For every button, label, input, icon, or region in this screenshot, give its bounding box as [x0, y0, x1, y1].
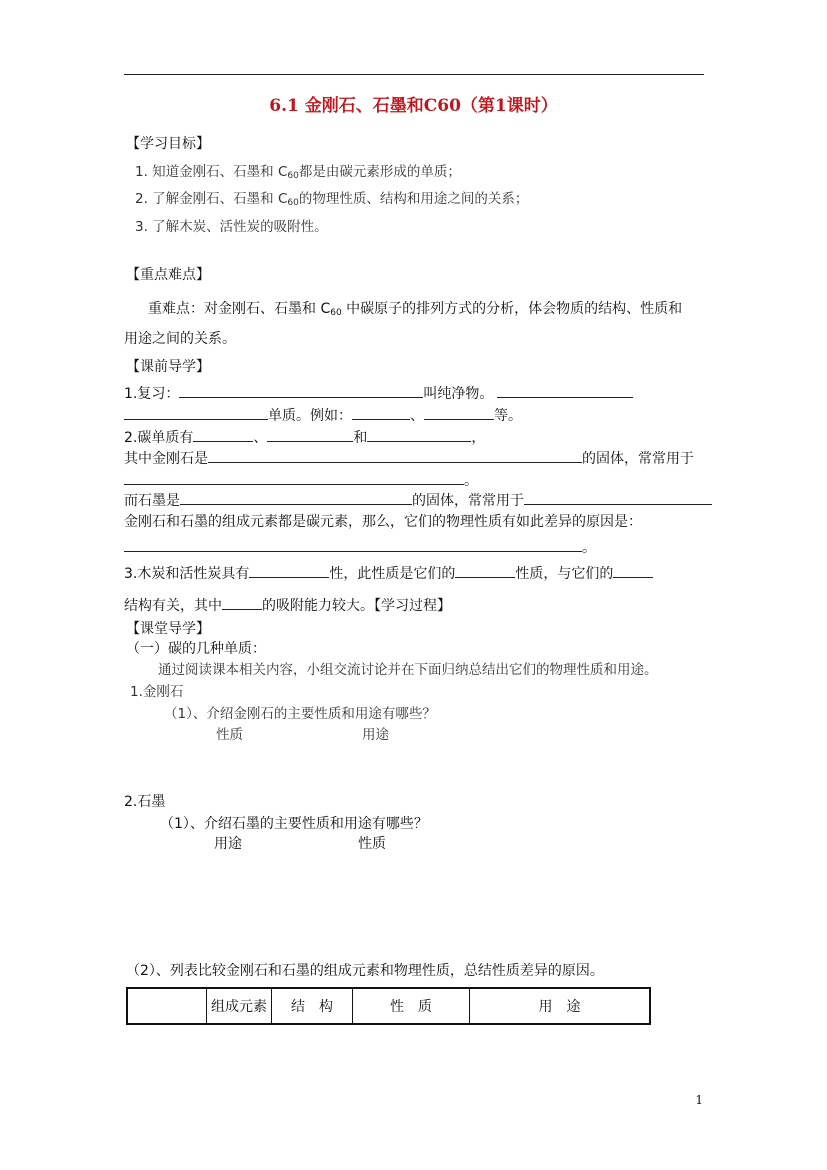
question-1-line-1: 1.复习： 叫纯净物。 [124, 383, 633, 401]
blank[interactable] [180, 490, 412, 505]
question-3-line-2: 结构有关，其中 的吸附能力较大。【学习过程】 [124, 595, 451, 613]
blank[interactable] [424, 405, 494, 420]
question-2-line-2: 其中金刚石是 的固体，常常用于 [124, 448, 694, 466]
objective-3: 3. 了解木炭、活性炭的吸附性。 [135, 219, 328, 235]
question-3-line-1: 3.木炭和活性炭具有 性，此性质是它们的 性质，与它们的 [124, 563, 653, 581]
blank[interactable] [124, 405, 268, 420]
blank[interactable] [208, 448, 582, 463]
section-heading-preview: 【课前导学】 [126, 359, 210, 375]
blank[interactable] [124, 537, 582, 552]
question-2-line-1: 2.碳单质有 、 和 ， [124, 427, 485, 445]
section-heading-classroom: 【课堂导学】 [126, 621, 210, 637]
section-heading-key-points: 【重点难点】 [126, 267, 210, 283]
blank[interactable] [249, 563, 329, 578]
question-2-line-3: 。 [124, 470, 478, 488]
section-heading-objectives: 【学习目标】 [126, 136, 210, 152]
question-2-line-4: 而石墨是 的固体，常常用于 [124, 490, 712, 508]
graphite-heading: 2.石墨 [124, 794, 166, 810]
diamond-column-properties: 性质 [216, 727, 243, 743]
key-points-line-1: 重难点：对金刚石、石墨和 $C_{60}$ 中碳原子的排列方式的分析，体会物质的结构、性质和 [148, 301, 683, 318]
reading-instruction: 通过阅读课本相关内容，小组交流讨论并在下面归纳总结出它们的物理性质和用途。 [158, 662, 658, 678]
objective-2: 2. 了解金刚石、石墨和 $C_{60}$的物理性质、结构和用途之间的关系； [135, 191, 529, 208]
blank[interactable] [367, 427, 471, 442]
table-header-cell: 性 质 [353, 988, 470, 1024]
question-1-line-2: 单质。例如： 、 等。 [124, 405, 522, 423]
blank[interactable] [455, 563, 515, 578]
objective-1: 1. 知道金刚石、石墨和 $C_{60}$都是由碳元素形成的单质； [135, 164, 461, 181]
blank[interactable] [193, 427, 253, 442]
blank[interactable] [524, 490, 712, 505]
blank[interactable] [267, 427, 353, 442]
diamond-column-uses: 用途 [362, 727, 389, 743]
table-header-cell: 组成元素 [207, 988, 272, 1024]
blank[interactable] [613, 563, 653, 578]
diamond-question: （1）、介绍金刚石的主要性质和用途有哪些？ [164, 706, 436, 722]
subsection-carbon-elements: （一）碳的几种单质： [126, 641, 266, 657]
question-2-line-6: 。 [124, 537, 596, 555]
table-header-cell [127, 988, 207, 1024]
blank[interactable] [352, 405, 410, 420]
blank[interactable] [124, 470, 464, 485]
table-header-cell: 用 途 [470, 988, 651, 1024]
graphite-column-properties: 性质 [358, 836, 386, 852]
blank[interactable] [179, 383, 423, 398]
key-points-line-2: 用途之间的关系。 [124, 331, 236, 347]
comparison-table [126, 987, 651, 1025]
table-header-cell: 结 构 [272, 988, 353, 1024]
page-number: 1 [695, 1093, 703, 1107]
blank[interactable] [222, 595, 262, 610]
blank[interactable] [497, 383, 633, 398]
graphite-question: （1）、介绍石墨的主要性质和用途有哪些？ [160, 816, 428, 832]
table-row [127, 988, 650, 1024]
header-rule [124, 74, 704, 75]
comparison-instruction: （2）、列表比较金刚石和石墨的组成元素和物理性质，总结性质差异的原因。 [126, 963, 604, 979]
graphite-column-uses: 用途 [214, 836, 242, 852]
page-title: 6.1 金刚石、石墨和C60（第1课时） [269, 96, 558, 116]
question-2-line-5: 金刚石和石墨的组成元素都是碳元素，那么，它们的物理性质有如此差异的原因是： [124, 514, 642, 530]
diamond-heading: 1.金刚石 [130, 684, 184, 700]
